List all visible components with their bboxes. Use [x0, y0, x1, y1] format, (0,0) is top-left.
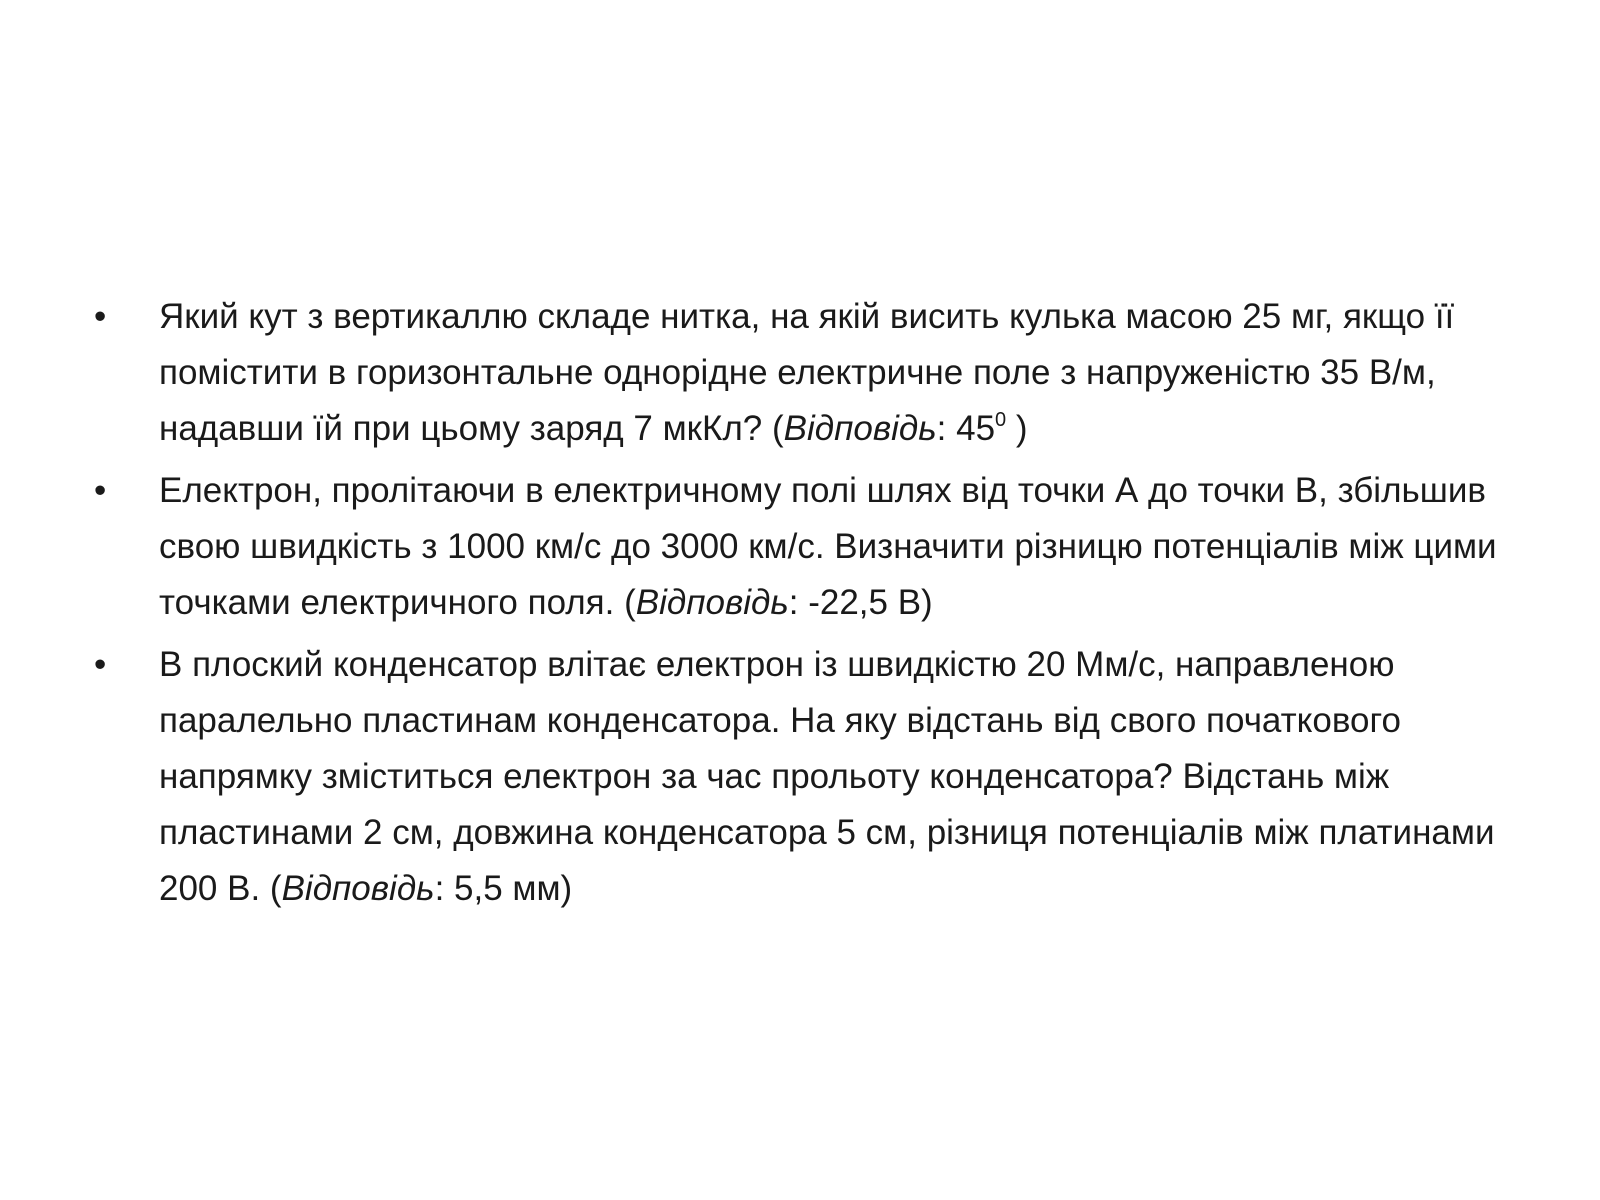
problem-list: [94, 289, 1514, 923]
bullet-icon: •: [94, 297, 107, 336]
problem-text: Електрон, пролітаючи в електричному полі шлях від точки А до точки В, збільшив свою швидкість з 1000 км/с до 3000 км/с. Визначити різницю потенціалів між цими точками електричного поля. (: [159, 471, 1497, 622]
answer-prefix: :: [936, 409, 957, 448]
problem-item-1: [94, 289, 1514, 457]
problem-item-2: [94, 463, 1514, 631]
problem-text: В плоский конденсатор влітає електрон із швидкістю 20 Мм/с, направленою паралельно пластинам конденсатора. На яку відстань від свого початкового напрямку зміститься електрон за час прольоту конденсатора? Відстань між пластинами 2 см, довжина конденсатора 5 см, різниця потенціалів між платинами 200 В. (: [159, 645, 1495, 908]
answer-prefix: :: [788, 583, 809, 622]
answer-superscript: 0: [995, 409, 1007, 431]
problem-text: Який кут з вертикаллю складе нитка, на якій висить кулька масою 25 мг, якщо її помістити в горизонтальне однорідне електричне поле з напруженістю 35 В/м, надавши їй при цьому заряд 7 мкКл? (: [159, 297, 1455, 448]
problem-item-3: [94, 637, 1514, 917]
answer-label: Відповідь: [635, 583, 789, 622]
answer-prefix: :: [434, 869, 455, 908]
answer-value: 5,5 мм): [454, 869, 573, 908]
bullet-icon: •: [94, 471, 107, 510]
answer-suffix: ): [1006, 409, 1028, 448]
answer-value: 45: [956, 409, 996, 448]
answer-label: Відповідь: [281, 869, 435, 908]
answer-value: -22,5 В): [808, 583, 933, 622]
answer-label: Відповідь: [783, 409, 937, 448]
bullet-icon: •: [94, 645, 107, 684]
